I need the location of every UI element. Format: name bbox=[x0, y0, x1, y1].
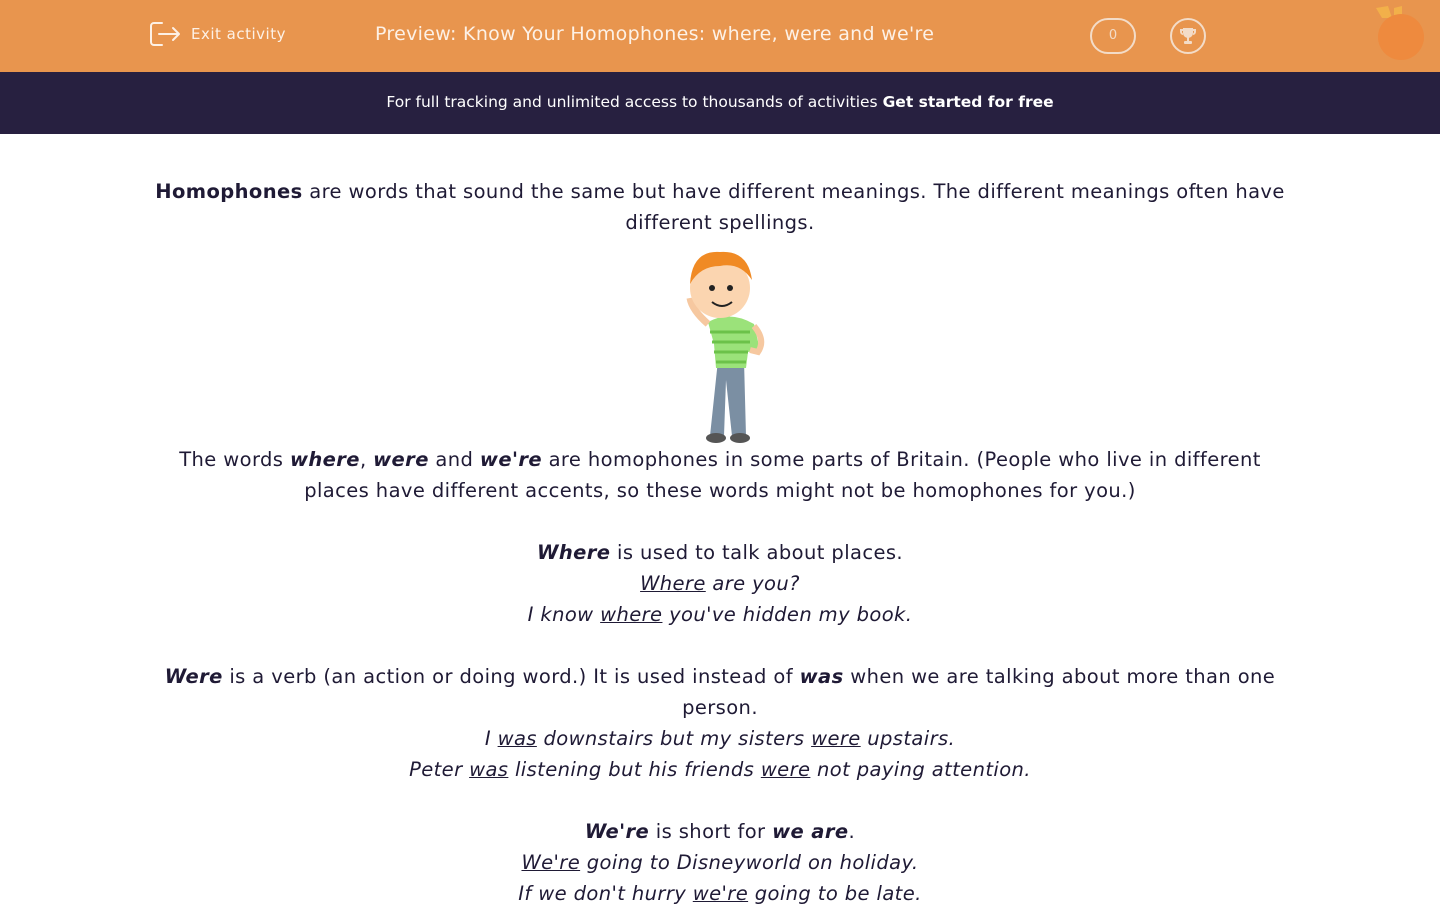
spacer bbox=[150, 506, 1290, 537]
page-title: Preview: Know Your Homophones: where, were and we're bbox=[375, 23, 935, 45]
highlighted-word: were bbox=[760, 758, 811, 781]
text-segment: are you? bbox=[705, 572, 800, 595]
example-sentence bbox=[150, 847, 1290, 878]
highlighted-word: was bbox=[469, 758, 509, 781]
logo-icon bbox=[1374, 4, 1430, 62]
trophy-button[interactable] bbox=[1170, 18, 1206, 54]
emphasis-text: was bbox=[799, 665, 844, 688]
text-segment: is short for bbox=[649, 820, 773, 843]
emphasis-text: where bbox=[289, 448, 360, 471]
emphasis-text: Were bbox=[164, 665, 223, 688]
highlighted-word: We're bbox=[521, 851, 581, 874]
highlighted-word: we're bbox=[692, 882, 749, 905]
emphasis-text: Homophones bbox=[155, 180, 303, 203]
text-segment: is a verb (an action or doing word.) It is used instead of bbox=[222, 665, 800, 688]
text-segment: listening but his friends bbox=[508, 758, 761, 781]
exit-activity-button[interactable] bbox=[149, 20, 286, 48]
exit-activity-label: Exit activity bbox=[191, 25, 286, 43]
emphasis-text: We're bbox=[584, 820, 650, 843]
example-sentence bbox=[150, 599, 1290, 630]
intro-paragraph bbox=[150, 176, 1290, 238]
upgrade-banner bbox=[0, 72, 1440, 134]
text-segment: . bbox=[848, 820, 856, 843]
text-segment: you've hidden my book. bbox=[662, 603, 913, 626]
text-segment: are homophones in some parts of Britain. (People who live in different places have different accents, so these words might not be homophones for you.) bbox=[304, 448, 1261, 502]
example-sentence bbox=[150, 754, 1290, 785]
example-sentence bbox=[150, 878, 1290, 909]
boy-illustration bbox=[670, 240, 770, 444]
text-segment: are words that sound the same but have different meanings. The different meanings often have different spellings. bbox=[302, 180, 1285, 234]
text-segment: If we don't hurry bbox=[518, 882, 693, 905]
example-sentence bbox=[150, 723, 1290, 754]
emphasis-text: we are bbox=[772, 820, 849, 843]
emphasis-text: Where bbox=[536, 541, 611, 564]
text-segment: is used to talk about places. bbox=[610, 541, 904, 564]
explanation-line bbox=[150, 537, 1290, 568]
lesson-content bbox=[150, 176, 1290, 909]
exit-icon bbox=[149, 20, 181, 48]
explanation-line bbox=[150, 444, 1290, 506]
text-segment: downstairs but my sisters bbox=[536, 727, 812, 750]
text-segment: I know bbox=[527, 603, 601, 626]
text-segment: upstairs. bbox=[860, 727, 956, 750]
banner-text: For full tracking and unlimited access to thousands of activities bbox=[386, 93, 883, 111]
explanation-line bbox=[150, 661, 1290, 723]
trophy-icon bbox=[1178, 26, 1198, 46]
top-bar bbox=[0, 0, 1440, 72]
text-segment: going to be late. bbox=[748, 882, 922, 905]
text-segment: The words bbox=[179, 448, 290, 471]
text-segment: when we are talking about more than one person. bbox=[682, 665, 1276, 719]
emphasis-text: we're bbox=[479, 448, 542, 471]
highlighted-word: was bbox=[497, 727, 537, 750]
example-sentence bbox=[150, 568, 1290, 599]
get-started-link[interactable]: Get started for free bbox=[882, 93, 1054, 111]
spacer bbox=[150, 785, 1290, 816]
spacer bbox=[150, 630, 1290, 661]
emphasis-text: were bbox=[373, 448, 429, 471]
explanation-line bbox=[150, 816, 1290, 847]
text-segment: , bbox=[359, 448, 374, 471]
highlighted-word: where bbox=[600, 603, 663, 626]
highlighted-word: were bbox=[811, 727, 861, 750]
text-segment: I bbox=[484, 727, 498, 750]
text-segment: not paying attention. bbox=[810, 758, 1031, 781]
text-segment: Peter bbox=[409, 758, 470, 781]
text-segment: going to Disneyworld on holiday. bbox=[580, 851, 919, 874]
score-badge: 0 bbox=[1090, 18, 1136, 54]
text-segment: and bbox=[428, 448, 480, 471]
highlighted-word: Where bbox=[640, 572, 706, 595]
